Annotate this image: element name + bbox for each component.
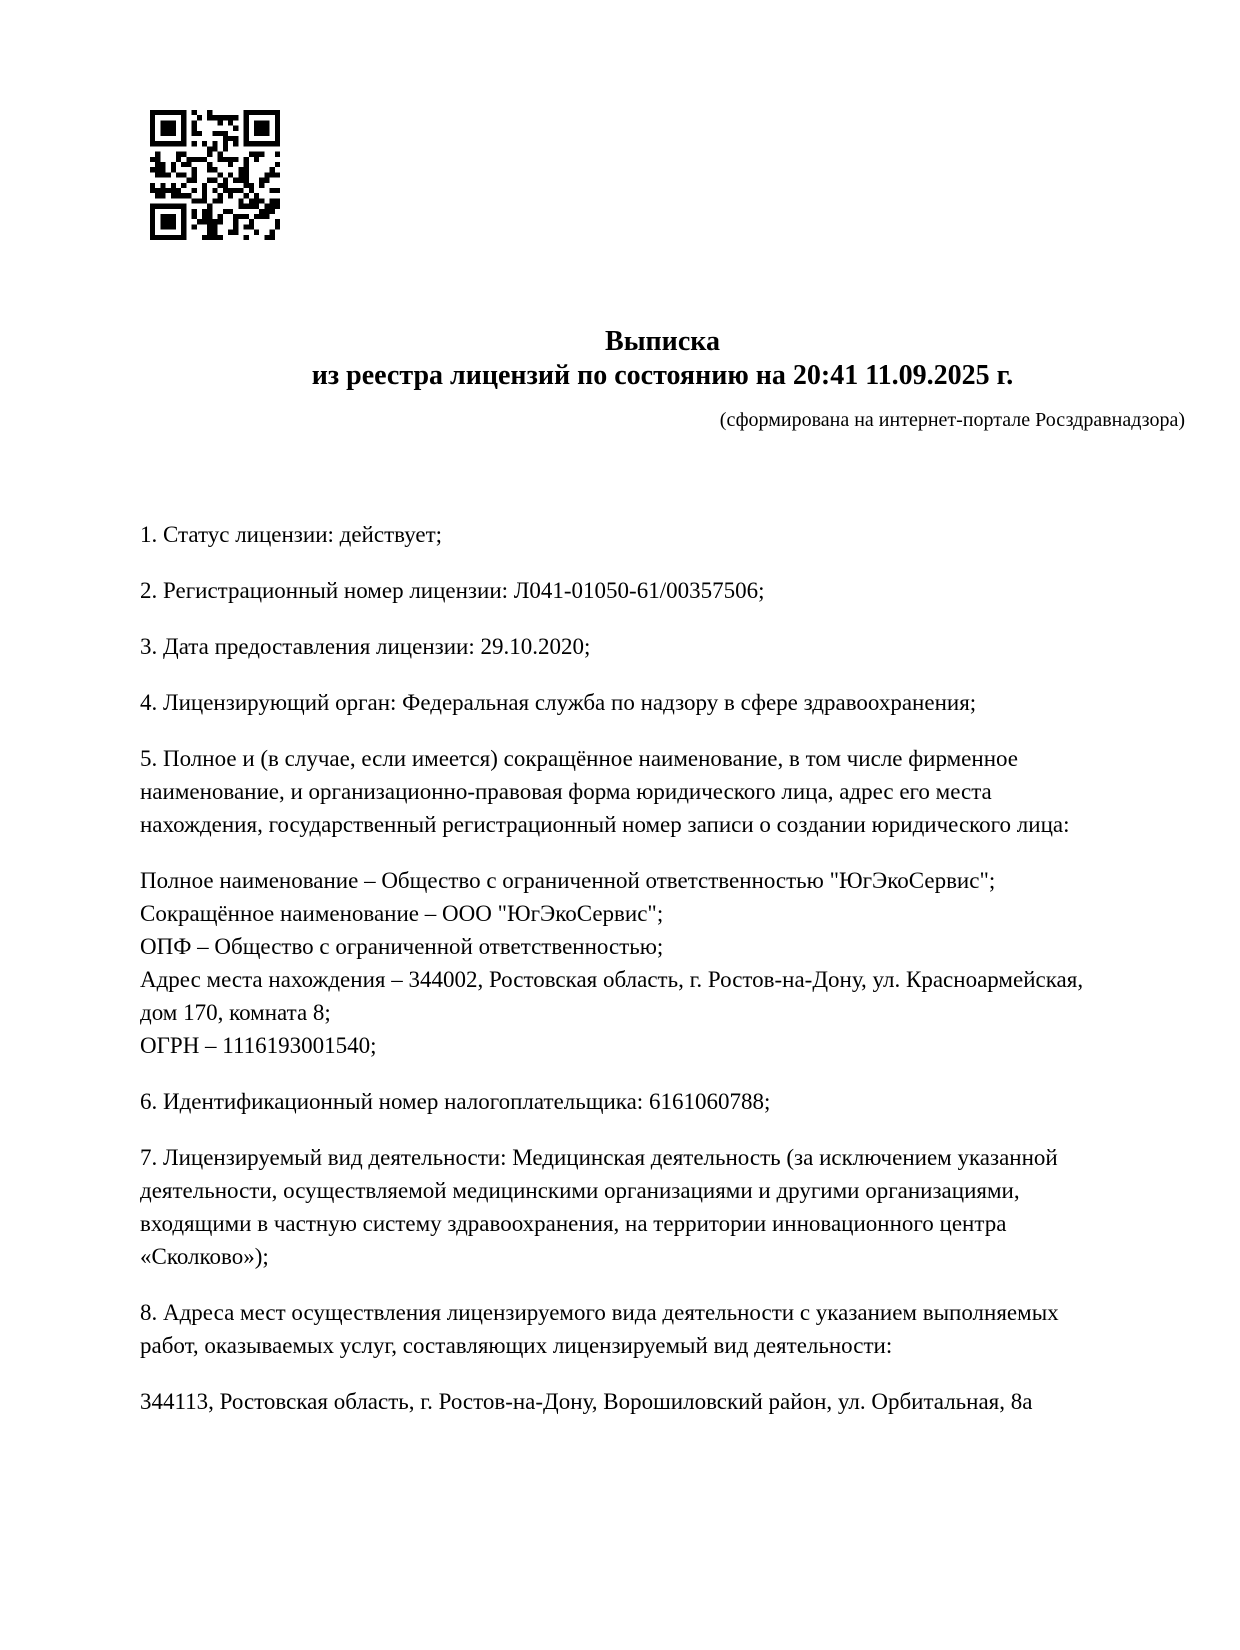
text-line: наименование, и организационно-правовая форма юридического лица, адрес его места — [140, 779, 992, 804]
paragraph — [140, 1085, 1185, 1118]
text-line: 8. Адреса мест осуществления лицензируемого вида деятельности с указанием выполняемых — [140, 1300, 1059, 1325]
qr-code — [150, 110, 280, 240]
text-line: ОПФ – Общество с ограниченной ответственностью; — [140, 934, 664, 959]
text-line: Полное наименование – Общество с ограниченной ответственностью "ЮгЭкоСервис"; — [140, 868, 996, 893]
paragraph — [140, 742, 1185, 841]
paragraph — [140, 574, 1185, 607]
paragraph — [140, 864, 1185, 1062]
text-line: 1. Статус лицензии: действует; — [140, 522, 443, 547]
text-line: 6. Идентификационный номер налогоплательщика: 6161060788; — [140, 1089, 771, 1114]
text-line: дом 170, комната 8; — [140, 1000, 331, 1025]
document-subtitle: (сформирована на интернет-портале Росздравнадзора) — [719, 409, 1185, 431]
text-line: Адрес места нахождения – 344002, Ростовская область, г. Ростов-на-Дону, ул. Красноармейская, — [140, 967, 1084, 992]
text-line: «Сколково»); — [140, 1244, 269, 1269]
text-line: 3. Дата предоставления лицензии: 29.10.2020; — [140, 634, 591, 659]
text-line: Сокращённое наименование – ООО "ЮгЭкоСервис"; — [140, 901, 664, 926]
text-line: ОГРН – 1116193001540; — [140, 1033, 377, 1058]
text-line: 5. Полное и (в случае, если имеется) сокращённое наименование, в том числе фирменное — [140, 746, 1018, 771]
qr-code-image — [150, 110, 280, 240]
text-line: 4. Лицензирующий орган: Федеральная служба по надзору в сфере здравоохранения; — [140, 690, 977, 715]
document-body — [140, 518, 1185, 1418]
paragraph — [140, 1385, 1185, 1418]
title-line-2: из реестра лицензий по состоянию на 20:41 11.09.2025 г. — [311, 360, 1014, 391]
text-line: работ, оказываемых услуг, составляющих лицензируемый вид деятельности: — [140, 1333, 893, 1358]
title-line-1: Выписка — [605, 326, 720, 357]
text-line: входящими в частную систему здравоохранения, на территории инновационного центра — [140, 1211, 1007, 1236]
document-title — [140, 325, 1185, 393]
text-line: 2. Регистрационный номер лицензии: Л041-01050-61/00357506; — [140, 578, 765, 603]
paragraph — [140, 686, 1185, 719]
paragraph — [140, 1296, 1185, 1362]
text-line: нахождения, государственный регистрационный номер записи о создании юридического лица: — [140, 812, 1070, 837]
text-line: 7. Лицензируемый вид деятельности: Медицинская деятельность (за исключением указанной — [140, 1145, 1058, 1170]
paragraph — [140, 1141, 1185, 1273]
text-line: деятельности, осуществляемой медицинскими организациями и другими организациями, — [140, 1178, 1020, 1203]
text-line: 344113, Ростовская область, г. Ростов-на-Дону, Ворошиловский район, ул. Орбитальная, 8а — [140, 1389, 1033, 1414]
paragraph — [140, 518, 1185, 551]
paragraph — [140, 630, 1185, 663]
